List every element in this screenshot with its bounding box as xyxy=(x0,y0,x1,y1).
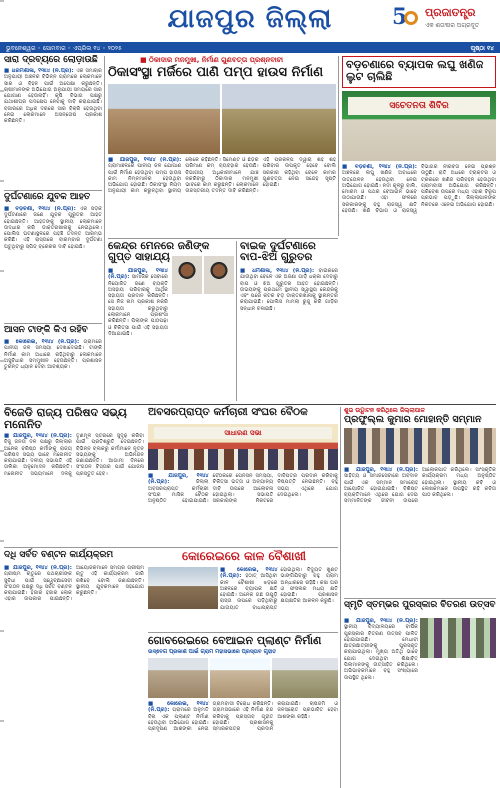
kicker-s13: ଉଦ୍ବେଗ ପ୍ରକାଶ ପାଇଁ ଗ୍ରାମ ମହାସଭାରେ ପ୍ରସ୍ତାବ ଗୃହୀତ xyxy=(148,649,277,655)
headline-s9: ଅବସରପ୍ରାପ୍ତ କର୍ମଚାରୀ ସଂଘର ବୈଠକ xyxy=(148,406,308,418)
photo-felicitation xyxy=(344,428,496,464)
photo-banner-text-2: ସାଧାରଣ ସଭା xyxy=(154,427,332,439)
brand-tagline: ଏକ ଶତାବ୍ଦୀର ଅଗ୍ରଦୂତ xyxy=(425,22,480,29)
headline-s3: ଆସନ ଟାଙ୍କି କିଏ ରହିବ xyxy=(4,325,88,335)
dateline: ଭୁବନେଶ୍ୱର ◦ ସୋମବାର ◦ ଏପ୍ରିଲ ୧୪ ◦ ୨୦୨୫ xyxy=(6,45,122,52)
story-s2: ■ ବଡ଼ଚଣା, ୧୩ା୪ (ନି.ପ୍ର): ଏକ ସଡ଼କ ଦୁର୍ଘଟଣାରେ ଜଣେ ଯୁବକ ଗୁରୁତର ଆହତ ହୋଇଛନ୍ତି। ଆହତଙ୍କୁ ସ୍ଥାନୀୟ ଲୋକମାନେ ଉଦ୍ଧାର କରି ଡାକ୍ତରଖାନାକୁ ନେଇଥିଲେ। ପୋଲିସ ଘଟଣାସ୍ଥଳରେ ପହଞ୍ଚି ତଦନ୍ତ ଆରମ୍ଭ କରିଛି। ଏହି ରାସ୍ତାରେ ବାରମ୍ବାର ଦୁର୍ଘଟଣା ଘଟୁଥିବାରୁ ସ୍ପିଡ୍ ବ୍ରେକର ଦାବି ହୋଇଛି। xyxy=(4,206,102,250)
photo-plant-2 xyxy=(210,658,270,698)
photo-pumphouse xyxy=(108,84,220,154)
dateline-bar xyxy=(0,44,500,53)
headline-s12: ଦଧି ସର୍ବତ ବଣ୍ଟନ କାର୍ଯ୍ୟକ୍ରମ xyxy=(4,550,114,560)
story-s1: ■ ଧରମଶାଳା, ୧୩ା୪ (ନି.ପ୍ର): ଏକ ସମାଚାର ଅନୁଯାୟୀ ଅଞ୍ଚଳର ବିଭିନ୍ନ ଗ୍ରାମରେ ଲୋକମାନେ ସାର ଓ ବିହନ ପାଇଁ ଅପେକ୍ଷା କରୁଛନ୍ତି। ଚାଷୀମାନଙ୍କ ଅଭିଯୋଗ ଅନୁଯାୟୀ ସମୟରେ ସାର ଯୋଗାଣ ହେଉନାହିଁ। କୃଷି ବିଭାଗ ପକ୍ଷରୁ ଯଥାଶୀଘ୍ର ପଦକ୍ଷେପ ନେବାକୁ ଦାବି କରାଯାଇଛି। ବଜାରରେ ଅଧିକ ଦରରେ ସାର ବିକ୍ରି ହେଉଥିବା ନେଇ ଲୋକମାନେ ଅସନ୍ତୋଷ ପ୍ରକାଶ କରିଛନ୍ତି। xyxy=(4,68,102,125)
story-s13: ■ କୋରେଇ, ୧୩ା୪ (ନି.ପ୍ର): ଗ୍ରାମରେ ଅନୁମତି ବିନା ଏକ ପ୍ଲାଣ୍ଟ ନିର୍ମାଣ ହେଉଥିବା ଅଭିଯୋଗ ହୋଇଛି। ପ୍ରଦୂଷଣ ଆଶଙ୍କା ନେଇ ଗ୍ରାମବାସୀ ବିରୋଧ କରିଛନ୍ତି। ଗ୍ରାମସଭାରେ ଏହି ନିର୍ମାଣ ବନ୍ଦ କରିବାକୁ ପ୍ରସ୍ତାବ ଗୃହୀତ ହୋଇଛି। ପ୍ରଶାସନକୁ ସ୍ମାରକପତ୍ର ପ୍ରଦାନ କରାଯାଇଛି। ଚାଷଜମି ଓ ଜଳସ୍ରୋତ ପ୍ରଭାବିତ ହେବା ଆଶଙ୍କା ରହିଛି। xyxy=(148,701,338,733)
story-s9: ■ ଯାଜପୁର, ୧୩ା୪ (ନି.ପ୍ର): ଜିଲ୍ଲା ଅବସରପ୍ରାପ୍ତ କର୍ମଚାରୀ ସଂଘର ମାସିକ ବୈଠକ ଅନୁଷ୍ଠିତ ହୋଇଯାଇଛି। ବୈଠକରେ ପେନସନ ସମସ୍ୟା, ଚିକିତ୍ସା ଭତ୍ତା ଓ ଅନ୍ୟାନ୍ୟ ଦାବି ଉପରେ ଆଲୋଚନା ହୋଇଥିଲା। ସଭାପତି ସରକାରଙ୍କ ନିକଟରେ ଦାବିପତ୍ର ପ୍ରଦାନ କରିବାକୁ ନିଷ୍ପତ୍ତି ନେଇଛନ୍ତି। ବହୁ ସଭ୍ୟ ଏଥିରେ ଯୋଗ ଦେଇଥିଲେ। xyxy=(148,473,338,505)
headline-s5: ବଡ଼ଚଣାରେ ବ୍ୟାପକ ଲଘୁ ଖଣିଜ ଲୁଟ ଚାଲିଛି xyxy=(346,58,484,83)
photo-assembly xyxy=(148,424,338,470)
photo-plant-1 xyxy=(148,658,208,698)
story-s8: ■ ଯାଜପୁର, ୧୩ା୪ (ନି.ପ୍ର): ବିଜୁ ଜନତା ଦଳ ପକ୍ଷରୁ ଜିଲ୍ଲାର ଅନେକ ବରିଷ୍ଠ କର୍ମୀଙ୍କୁ ରାଜ୍ୟ ପରିଷଦ ସଭ୍ୟ ଭାବେ ମନୋନୀତ କରାଯାଇଛି। ଦଳୀୟ ସଭାପତି ଏହି ତାଲିକା ଅନୁମୋଦନ କରିଛନ୍ତି। ମନୋନୀତ ସଭ୍ୟମାନେ ଦଳକୁ ତୃଣମୂଳ ସ୍ତରରେ ସୁଦୃଢ଼ କରିବା ପାଇଁ ପ୍ରତିଶ୍ରୁତି ଦେଇଛନ୍ତି। ବିଭିନ୍ନ ବ୍ଲକରୁ କର୍ମୀମାନେ ନୂତନ ସଭ୍ୟଙ୍କୁ ଅଭିନନ୍ଦନ ଜଣାଇଛନ୍ତି। ଆଗାମୀ ଦିନରେ ସଂଗଠନ ବିସ୍ତାର ପାଇଁ ଯୋଜନା ପ୍ରସ୍ତୁତ ହେବ। xyxy=(4,433,144,477)
photo-award xyxy=(420,618,496,658)
photo-person-2 xyxy=(204,256,234,294)
anniversary-logo: 5 xyxy=(392,4,418,30)
headline-s7: ବାଇକ ଦୁର୍ଘଟଣାରେ ବାପ-ଝିଅ ଗୁରୁତର xyxy=(240,240,316,264)
photo-plant-3 xyxy=(272,658,338,698)
headline-s13: ଗୋବରେଇରେ ବେଆଇନ ପ୍ଲାଣ୍ଟ ନିର୍ମାଣ xyxy=(148,634,322,647)
ring-icon xyxy=(404,11,418,25)
story-s11: ■ କୋରେଇ, ୧୩ା୪ (ନି.ପ୍ର): ହଠାତ୍ ଆସିଥିବା କାଳ ବୈଶାଖୀ ଝଡ଼ରେ ଅଞ୍ଚଳରେ ବ୍ୟାପକ କ୍ଷତି ହୋଇଛି। ଅନେକ ଗଛ ଉପୁଡ଼ି ରାସ୍ତା ଉପରେ ପଡ଼ିଥିବାରୁ ଯାତାୟାତ ବାଧାପ୍ରାପ୍ତ ହୋଇଥିଲା। ବିଦ୍ୟୁତ ଖୁଣ୍ଟ ଭାଙ୍ଗିଯିବାରୁ ବହୁ ଗ୍ରାମ ଅନ୍ଧାରରେ ରହିଛି। କଞ୍ଚା ଘର ଓ ଫସଲର ମଧ୍ୟ କ୍ଷତି ହୋଇଛି। ପ୍ରଶାସନ କ୍ଷୟକ୍ଷତିର ଆକଳନ କରୁଛି। xyxy=(220,567,338,611)
photo-construction xyxy=(222,84,336,154)
story-s6: ■ ଯାଜପୁର, ୧୩ା୪ (ନି.ପ୍ର): ସାମାଜିକ ସେବାରେ ନିୟୋଜିତ ଜଣେ ବ୍ୟକ୍ତି ଅସହାୟ ପରିବାରକୁ ଆର୍ଥିକ ସହାୟତା ପ୍ରଦାନ କରିଛନ୍ତି। ସେ ନିଜ ନାମ ପ୍ରକାଶ ନକରି ସହାୟତା କରୁଥିବାରୁ ଲୋକମାନେ ପ୍ରଶଂସା କରିଛନ୍ତି। ପିଲାଙ୍କ ପାଠପଢ଼ା ଓ ଚିକିତ୍ସା ପାଇଁ ଏହି ସହାୟତା ଦିଆଯାଇଛି। xyxy=(108,268,168,337)
story-s4: ■ ଯାଜପୁର, ୧୩ା୪ (ନି.ପ୍ର): ଗ୍ରାମାଞ୍ଚଳରେ ପାନୀୟ ଜଳ ଯୋଗାଣ ପାଇଁ ନିର୍ମାଣ ହେଉଥିବା ପମ୍ପ ହାଉସ କାମ ନିମ୍ନମାନର ହେଉଥିବା ଅଭିଯୋଗ ହୋଇଛି। ଠିକାସଂସ୍ଥା ନିୟମ ଅନୁଯାୟୀ କାମ କରୁନଥିବା ସ୍ଥାନୀୟ ଲୋକେ କହିଛନ୍ତି। ସିମେଣ୍ଟ ଓ ଛଡ଼ର ପରିମାଣ କମ୍ ବ୍ୟବହାର ହେଉଛି। ବିଭାଗୀୟ ଅଧିକାରୀମାନେ ଯାଞ୍ଚ ନକରିବାରୁ ଠିକାଦାର ମନମୁଖୀ ଭାବରେ କାମ କରୁଛନ୍ତି। ଲୋକମାନେ ଉଚ୍ଚସ୍ତରୀୟ ତଦନ୍ତ ଦାବି କରିଛନ୍ତି। ଏହି ପ୍ରକଳ୍ପ ଦ୍ୱାରା ଶହ ଶହ ପରିବାର ଉପକୃତ ହେବେ ବୋଲି ସରକାର କହିଥିବା ବେଳେ କାମର ଗୁଣବତ୍ତା ନେଇ ସନ୍ଦେହ ସୃଷ୍ଟି ହୋଇଛି। xyxy=(108,157,336,195)
headline-s2: ଦୁର୍ଘଟଣାରେ ଯୁବକ ଆହତ xyxy=(4,192,91,202)
photo-person-1 xyxy=(172,256,202,294)
photo-meeting xyxy=(342,91,496,161)
page-number: ପୃଷ୍ଠା ୧୪ xyxy=(470,45,494,52)
story-s12: ■ ଯାଜପୁର, ୧୩ା୪ (ନି.ପ୍ର): ଗ୍ରୀଷ୍ମ ଋତୁରେ ପଥଚାରୀଙ୍କ ସୁବିଧା ପାଇଁ ସ୍ୱେଚ୍ଛାସେବୀ ସଂଗଠନ ପକ୍ଷରୁ ଦଧି ସର୍ବତ ବଣ୍ଟନ କରାଯାଇଛି। ହଜାର ହଜାର ଲୋକ ଏହାର ଉପକାର ପାଇଛନ୍ତି। ଆୟୋଜକମାନେ ସମଗ୍ର ଗ୍ରୀଷ୍ମ ଋତୁ ଏହି କାର୍ଯ୍ୟକ୍ରମ ଜାରି ରଖିବେ ବୋଲି ଜଣାଇଛନ୍ତି। ସ୍ଥାନୀୟ ଯୁବକମାନେ ସହଯୋଗ କରୁଛନ୍ତି। xyxy=(4,565,144,603)
story-s5: ■ ବଡ଼ଚଣା, ୧୩ା୪ (ନି.ପ୍ର): ଅଞ୍ଚଳରେ ଲଘୁ ଖଣିଜ ଅବାଧରେ ଉତ୍ତୋଳନ ହେଉଥିବା ନେଇ ଅଭିଯୋଗ ହୋଇଛି। ନଦୀ କୂଳରୁ ବାଲି, ମୋରମ ଓ ପଥର ବେଆଇନ ଭାବେ ଉଠାଯାଉଛି। ଏହା ଫଳରେ ସରକାରଙ୍କୁ ବହୁ ରାଜସ୍ୱ କ୍ଷତି ହେଉଛି। ଖଣି ବିଭାଗ ଓ ରାଜସ୍ୱ ବିଭାଗର ନୀରବତା ନେଇ ପ୍ରଶ୍ନ ଉଠୁଛି। ରାତି ଅଧରେ ଟ୍ରାକ୍ଟର ଓ ଟ୍ରକରେ ଖଣିଜ ପରିବହନ ହେଉଥିବା ଗ୍ରାମବାସୀ ଅଭିଯୋଗ କରିଛନ୍ତି। ପରିବେଶ ଉପରେ ମଧ୍ୟ ଏହାର ବିରୂପ ପ୍ରଭାବ ପଡ଼ୁଛି। ଜିଲ୍ଲାପାଳଙ୍କ ନିକଟରେ ଏନେଇ ଅଭିଯୋଗ ହୋଇଛି। xyxy=(342,164,496,215)
headline-s10: ପ୍ରଫୁଲ୍ଲ କୁମାର ମୋହାନ୍ତି ସମ୍ମାନ xyxy=(344,414,482,425)
story-s7: ■ ଧର୍ମଶାଳା, ୧୩ା୪ (ନି.ପ୍ର): ବାଇକରେ ଯାଉଥିବା ବେଳେ ଏକ ଅଜଣା ଗାଡ଼ି ଧକ୍କା ଦେବାରୁ ବାପ ଓ ଝିଅ ଗୁରୁତର ଆହତ ହୋଇଛନ୍ତି। ଉଭୟଙ୍କୁ ପ୍ରଥମେ ସ୍ଥାନୀୟ ସ୍ୱାସ୍ଥ୍ୟ କେନ୍ଦ୍ରକୁ ଏବଂ ପରେ କଟକ ବଡ଼ ଡାକ୍ତରଖାନାକୁ ସ୍ଥାନାନ୍ତର କରାଯାଇଛି। ପୋଲିସ ମାମଲା ରୁଜୁ କରି ଗାଡ଼ିର ସନ୍ଧାନ ଚଳାଇଛି। xyxy=(240,268,338,312)
story-s10: ■ ଯାଜପୁର, ୧୩ା୪ (ନି.ପ୍ର): ସାହିତ୍ୟ ଓ ସମାଜସେବାରେ ଅବଦାନ ପାଇଁ ଏକ ସମ୍ମାନ ସମାରୋହ ଆୟୋଜିତ ହୋଇଯାଇଛି। ବିଶିଷ୍ଟ ବ୍ୟକ୍ତିମାନେ ଏଥିରେ ଯୋଗ ଦେଇ ସମ୍ମାନିତଙ୍କ ଜୀବନୀ ଉପରେ ଆଲୋକପାତ କରିଥିଲେ। ସାଂସ୍କୃତିକ କାର୍ଯ୍ୟକ୍ରମ ମଧ୍ୟ ଅନୁଷ୍ଠିତ ହୋଇଥିଲା। ସ୍ଥାନୀୟ କବି ଓ ଲେଖକମାନେ ଉପସ୍ଥିତ ରହି କବିତା ପାଠ କରିଥିଲେ। xyxy=(344,467,496,505)
headline-s14: ସ୍ମୃତି ସ୍ତମ୍ଭର ପୁରସ୍କାର ବିତରଣ ଉତ୍ସବ xyxy=(344,600,496,610)
headline-s1: ସାରା ଦ୍ରବ୍ୟରେ ଲୋଡ଼ାଉଛି xyxy=(4,55,98,65)
brand-name: ପ୍ରଜାତନ୍ତ୍ର xyxy=(425,6,476,19)
headline-s8: ବିଜେଡି ରାଜ୍ୟ ପରିଷଦ ସଭ୍ୟ ମନୋନିତ xyxy=(4,406,127,431)
kicker-s4: ■ ଠିକାଦାର ମନମୁଖୀ, ନିର୍ମାଣ ଗୁଣବତ୍ତା ପ୍ରଶ୍ନବାଚୀ xyxy=(140,56,284,64)
photo-storm xyxy=(148,567,218,609)
photo-banner-text: ସଚେତନତା ଶିବିର xyxy=(348,97,490,115)
headline-s6: କେନ୍ଦ୍ର ମେନରେ ଜଣିଙ୍କ ଗୁପ୍ତ ସାହାଯ୍ୟ xyxy=(108,240,210,264)
kicker-s10: ଶୁଭ ଉଦ୍ଘାଟନ କରିଥିଲେ ଜିଲ୍ଲାପାଳ xyxy=(344,407,425,414)
headline-s11: କୋରେଇରେ କାଳ ବୈଶାଖୀ xyxy=(182,549,306,563)
story-s3: ■ କୋରେଇ, ୧୩ା୪ (ନି.ପ୍ର): ଗ୍ରାମରେ ପାନୀୟ ଜଳ ସମସ୍ୟା ଦେଖାଦେଇଛି। ଟାଙ୍କି ନିର୍ମାଣ କାମ ଅଧାରେ ରହିଥିବାରୁ ଲୋକମାନେ ଅସୁବିଧାର ସମ୍ମୁଖୀନ ହେଉଛନ୍ତି। ପ୍ରଶାସନ ତୁରନ୍ତ ଧ୍ୟାନ ଦେବା ଆବଶ୍ୟକ। xyxy=(4,339,102,371)
section-title: ଯାଜପୁର ଜିଲ୍ଲା xyxy=(167,4,333,34)
story-s14: ■ ଯାଜପୁର, ୧୩ା୪ (ନି.ପ୍ର): ସ୍ଥାନୀୟ ବିଦ୍ୟାଳୟରେ ବାର୍ଷିକ ପୁରସ୍କାର ବିତରଣ ଉତ୍ସବ ପାଳିତ ହୋଇଯାଇଛି। ମେଧାବୀ ଛାତ୍ରଛାତ୍ରୀଙ୍କୁ ପୁରସ୍କୃତ କରାଯାଇଥିଲା। ମୁଖ୍ୟ ଅତିଥି ଭାବେ ଯୋଗ ଦେଇଥିବା ଶିକ୍ଷାବିତ୍ ପିଲାମାନଙ୍କୁ ଉତ୍ସାହିତ କରିଥିଲେ। ଅଭିଭାବକମାନେ ବହୁ ସଂଖ୍ୟାରେ ଉପସ୍ଥିତ ଥିଲେ। xyxy=(344,618,418,681)
masthead xyxy=(0,0,500,44)
headline-s4: ଠିକାସଂସ୍ଥା ମର୍ଜିରେ ପାଣି ପମ୍ପ ହାଉସ ନିର୍ମାଣ xyxy=(108,65,324,80)
